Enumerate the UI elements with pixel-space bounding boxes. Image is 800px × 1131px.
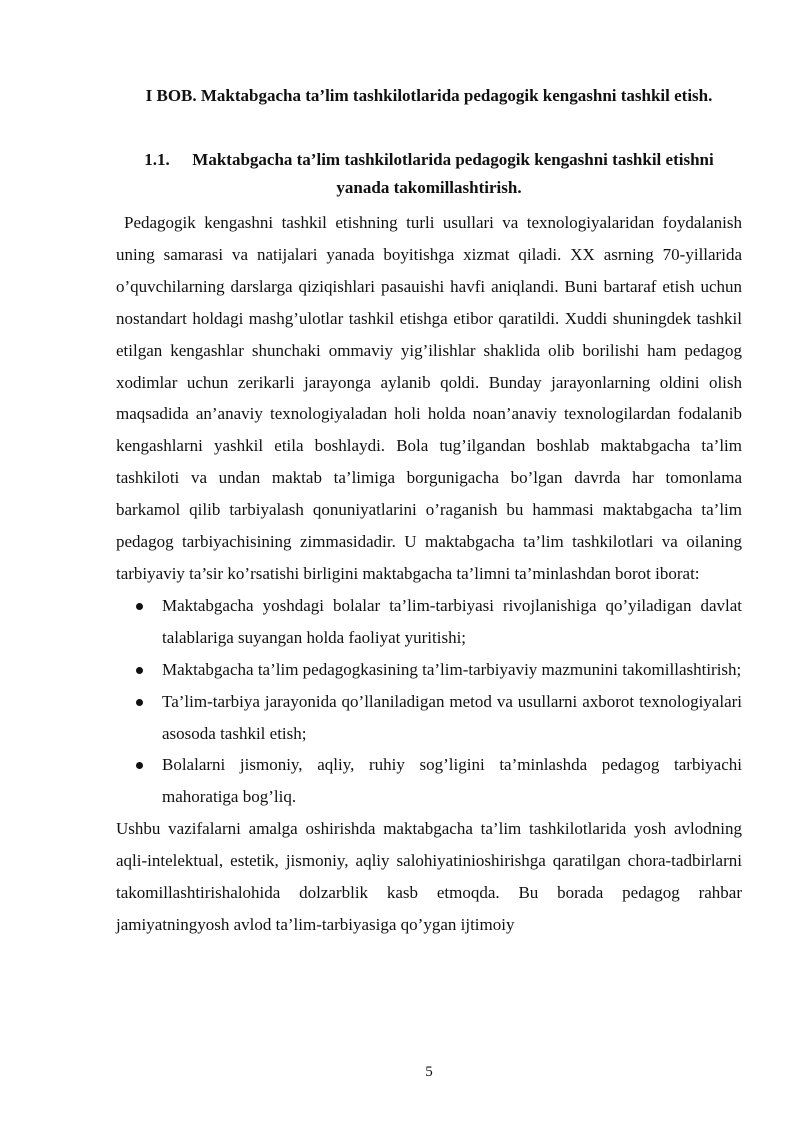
bullet-icon xyxy=(136,667,143,674)
section-heading xyxy=(116,146,742,202)
page-number: 5 xyxy=(425,1064,433,1080)
paragraph-conclusion: Ushbu vazifalarni amalga oshirishda maktabgacha ta’lim tashkilotlarida yosh avlodning aqli-intelektual, estetik, jismoniy, aqliy salohiyatinioshirishga qaratilgan chora-tadbirlarni takomillashtirishalohida dolzarblik kasb etmoqda. Bu borada pedagog rahbar jamiyatningyosh avlod ta’lim-tarbiyasiga qo’ygan ijtimoiy xyxy=(116,819,742,934)
list-item xyxy=(116,590,742,654)
list-item-text: Ta’lim-tarbiya jarayonida qo’llaniladigan metod va usullarni axborot texnologiyalari asosoda tashkil etish; xyxy=(162,691,742,743)
chapter-title: I BOB. Maktabgacha ta’lim tashkilotlarida pedagogik kengashni tashkil etish. xyxy=(145,86,713,105)
body-text xyxy=(116,207,742,941)
bullet-icon xyxy=(136,762,143,769)
list-item-text: Bolalarni jismoniy, aqliy, ruhiy sog’ligini ta’minlashda pedagog tarbiyachi mahoratiga bog’liq. xyxy=(162,755,742,807)
paragraph-intro: Pedagogik kengashni tashkil etishning turli usullari va texnologiyalaridan foydalanish uning samarasi va natijalari yanada boyitishga xizmat qiladi. XX asrning 70-yillarida o’quvchilarning darslarga qiziqishlari pasauishi havfi aniqlandi. Buni bartaraf etish uchun nostandart holdagi mashg’ulotlar tashkil etishga etibor qaratildi. Xuddi shuningdek tashkil etilgan kengashlar shunchaki ommaviy yig’ilishlar shaklida olib borilishi ham pedagog xodimlar uchun zerikarli jarayonga aylanib qoldi. Bunday jarayonlarning oldini olish maqsadida an’anaviy texnologiyaladan holi holda noan’anaviy texnologilardan fodalanib kengashlarni yashkil etila boshlaydi. Bola tug’ilgandan boshlab maktabgacha ta’lim tashkiloti va undan maktab ta’limiga borgunigacha bo’lgan davrda har tomonlama barkamol qilib tarbiyalash qonuniyatlarini o’raganish bu hammasi maktabgacha ta’lim pedagog tarbiyachisining zimmasidadir. U maktabgacha ta’lim tashkilotlari va oilaning tarbiyaviy ta’sir ko’rsatishi birligini maktabgacha ta’limni ta’minlashdan borot iborat: xyxy=(116,213,742,583)
bullet-icon xyxy=(136,603,143,610)
list-item xyxy=(116,749,742,813)
section-number: 1.1. xyxy=(144,150,170,169)
list-item-text: Maktabgacha ta’lim pedagogkasining ta’lim-tarbiyaviy mazmunini takomillashtirish; xyxy=(162,659,742,679)
list-item-text: Maktabgacha yoshdagi bolalar ta’lim-tarbiyasi rivojlanishiga qo’yiladigan davlat talablariga suyangan holda faoliyat yuritishi; xyxy=(162,595,742,647)
list-item xyxy=(116,654,742,686)
bullet-list xyxy=(116,590,742,813)
bullet-icon xyxy=(136,699,143,706)
list-item xyxy=(116,686,742,750)
section-title: Maktabgacha ta’lim tashkilotlarida pedagogik kengashni tashkil etishni yanada takomillashtirish. xyxy=(192,150,714,197)
